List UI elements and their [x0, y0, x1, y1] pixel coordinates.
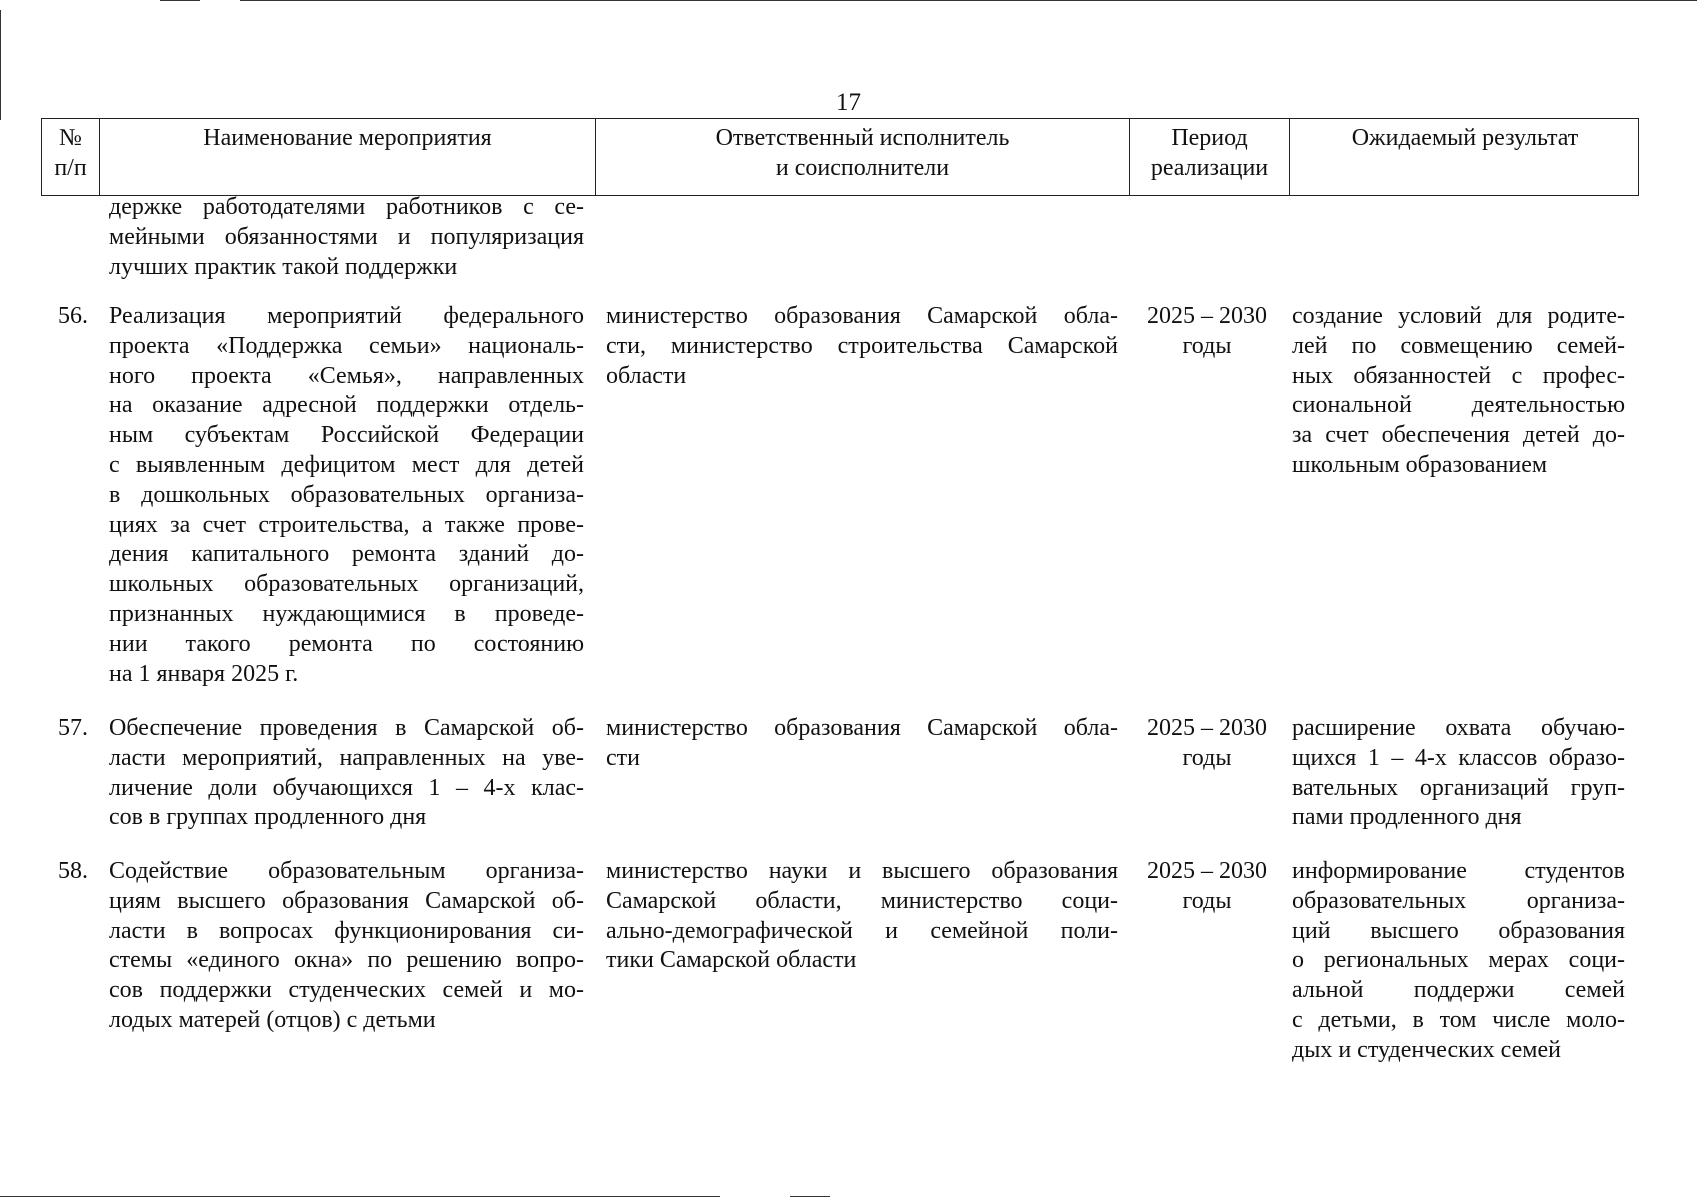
text-line: области [606, 362, 687, 389]
header-text: и соисполнители [775, 155, 950, 181]
cell-period [1136, 714, 1278, 774]
cell-result [1292, 714, 1625, 833]
scan-edge-line-bottom-short [790, 1196, 830, 1197]
header-text: п/п [54, 155, 87, 181]
cell-num: 57. [58, 715, 88, 741]
text-line: лучших практик такой поддержки [109, 253, 458, 280]
text-line: сти [606, 744, 640, 771]
text-line: школьным образованием [1292, 451, 1548, 478]
text-line: министерство науки и высшего образования [606, 858, 1118, 884]
cell-result [1292, 857, 1625, 1066]
text-line: Обеспечение проведения в Самарской об- [109, 715, 584, 741]
header-text: Наименование мероприятия [203, 125, 492, 151]
text-line: 2025 – 2030 [1147, 303, 1267, 329]
header-text: Период [1171, 125, 1248, 151]
text-line: министерство образования Самарской обла- [606, 715, 1118, 741]
scan-edge-line-top-short [160, 0, 200, 1]
text-line: мейными обязанностями и популяризация [109, 223, 584, 250]
text-line: тики Самарской области [606, 947, 857, 974]
scan-edge-line-bottom [0, 1196, 720, 1197]
text-line: сти, министерство строительства Самарской [606, 332, 1118, 359]
text-line: с выявленным дефицитом мест для детей [109, 451, 584, 478]
text-line: 2025 – 2030 [1147, 858, 1267, 884]
header-period [1129, 119, 1289, 195]
cell-result [1292, 302, 1625, 481]
text-line: годы [1182, 887, 1232, 914]
text-line: сов поддержки студенческих семей и мо- [109, 977, 584, 1004]
text-line: проекта «Поддержка семьи» националь- [109, 332, 584, 359]
header-result [1289, 119, 1640, 195]
header-text: Ответственный исполнитель [715, 125, 1010, 151]
text-line: ного проекта «Семья», направленных [109, 362, 584, 389]
text-line: на оказание адресной поддержки отдель- [109, 392, 584, 419]
header-text: реализации [1150, 155, 1269, 181]
text-line: за счет обеспечения детей до- [1292, 422, 1625, 449]
text-line: пами продленного дня [1292, 804, 1522, 831]
cell-period [1136, 302, 1278, 362]
text-line: школьных образовательных организаций, [109, 571, 584, 598]
table-header [41, 118, 1639, 196]
text-line: ций высшего образования [1292, 917, 1625, 944]
text-line: информирование студентов [1292, 858, 1625, 884]
text-line: дых и студенческих семей [1292, 1036, 1561, 1063]
header-executor [595, 119, 1129, 195]
text-line: альной поддержи семей [1292, 977, 1625, 1004]
text-line: дения капитального ремонта зданий до- [109, 541, 584, 568]
text-line: 2025 – 2030 [1147, 715, 1267, 741]
text-line: министерство образования Самарской обла- [606, 303, 1118, 329]
text-line: на 1 января 2025 г. [109, 660, 299, 687]
header-name [99, 119, 595, 195]
cell-executor [606, 714, 1118, 774]
cell-executor [606, 857, 1118, 976]
text-line: создание условий для родите- [1292, 303, 1625, 329]
cell-name [109, 193, 584, 282]
text-line: Содействие образовательным организа- [109, 858, 584, 884]
text-line: признанных нуждающимися в проведе- [109, 600, 584, 627]
scan-edge-line-top [240, 0, 1697, 1]
text-line: сиональной деятельностью [1292, 392, 1625, 419]
text-line: ласти мероприятий, направленных на уве- [109, 744, 584, 771]
text-line: циям высшего образования Самарской об- [109, 887, 584, 914]
text-line: циях за счет строительства, а также прове- [109, 511, 584, 538]
text-line: ных обязанностей с профес- [1292, 362, 1625, 389]
text-line: с детьми, в том числе моло- [1292, 1006, 1625, 1033]
text-line: ным субъектам Российской Федерации [109, 422, 584, 449]
text-line: Реализация мероприятий федерального [109, 303, 584, 329]
text-line: Самарской области, министерство соци- [606, 887, 1118, 914]
cell-executor [606, 302, 1118, 391]
text-line: лодых матерей (отцов) с детьми [109, 1006, 436, 1033]
page-number: 17 [836, 89, 861, 116]
text-line: нии такого ремонта по состоянию [109, 630, 584, 657]
header-text: Ожидаемый результат [1351, 125, 1579, 151]
text-line: сов в группах продленного дня [109, 804, 427, 831]
cell-name [109, 302, 584, 689]
header-text: № [59, 125, 82, 151]
text-line: лей по совмещению семей- [1292, 332, 1625, 359]
text-line: щихся 1 – 4-х классов образо- [1292, 744, 1625, 771]
text-line: вательных организаций груп- [1292, 774, 1625, 801]
text-line: стемы «единого окна» по решению вопро- [109, 947, 584, 974]
text-line: годы [1182, 744, 1232, 771]
text-line: личение доли обучающихся 1 – 4-х клас- [109, 774, 584, 801]
cell-period [1136, 857, 1278, 917]
text-line: о региональных мерах соци- [1292, 947, 1625, 974]
text-line: ласти в вопросах функционирования си- [109, 917, 584, 944]
cell-name [109, 714, 584, 833]
text-line: держке работодателями работников с се- [109, 194, 584, 220]
cell-num: 56. [58, 303, 88, 329]
cell-num: 58. [58, 858, 88, 884]
text-line: образовательных организа- [1292, 887, 1625, 914]
text-line: в дошкольных образовательных организа- [109, 481, 584, 508]
text-line: годы [1182, 332, 1232, 359]
header-num [42, 119, 99, 195]
cell-name [109, 857, 584, 1036]
text-line: расширение охвата обучаю- [1292, 715, 1625, 741]
text-line: ально-демографической и семейной поли- [606, 917, 1118, 944]
